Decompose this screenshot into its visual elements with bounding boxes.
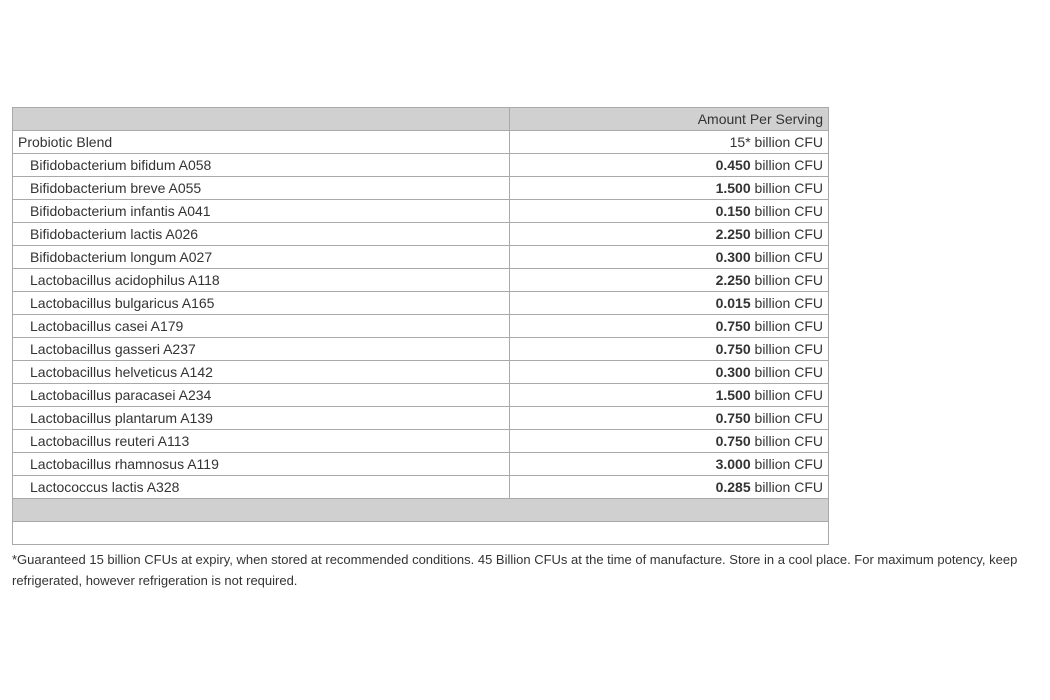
strain-amount-value: 2.250	[715, 272, 751, 288]
strain-row	[13, 384, 829, 407]
strain-row	[13, 315, 829, 338]
strain-row	[13, 453, 829, 476]
strain-amount-value: 0.300	[715, 249, 751, 265]
strain-name: Bifidobacterium breve A055	[13, 177, 510, 200]
header-amount-cell: Amount Per Serving	[510, 108, 829, 131]
strain-amount	[510, 315, 829, 338]
strain-amount-unit: billion CFU	[754, 433, 823, 449]
strain-amount	[510, 223, 829, 246]
strain-amount	[510, 338, 829, 361]
supplement-facts-table	[12, 107, 829, 545]
strain-row	[13, 200, 829, 223]
strain-amount-value: 1.500	[715, 387, 751, 403]
strain-name: Bifidobacterium lactis A026	[13, 223, 510, 246]
strain-amount-unit: billion CFU	[754, 180, 823, 196]
strain-name: Lactobacillus gasseri A237	[13, 338, 510, 361]
strain-amount-unit: billion CFU	[754, 364, 823, 380]
table-footer-blank	[13, 522, 829, 545]
strain-amount	[510, 246, 829, 269]
strain-amount-unit: billion CFU	[754, 203, 823, 219]
strain-amount-unit: billion CFU	[754, 318, 823, 334]
strain-amount-value: 0.750	[715, 433, 751, 449]
strain-amount	[510, 384, 829, 407]
footer-band-cell	[13, 499, 829, 522]
blend-row	[13, 131, 829, 154]
strain-amount-value: 0.750	[715, 341, 751, 357]
strain-amount-value: 0.450	[715, 157, 751, 173]
strain-amount-unit: billion CFU	[754, 226, 823, 242]
strain-amount-unit: billion CFU	[754, 272, 823, 288]
strain-amount	[510, 269, 829, 292]
strain-amount-unit: billion CFU	[754, 456, 823, 472]
strain-amount-value: 0.015	[715, 295, 751, 311]
strain-row	[13, 430, 829, 453]
strain-amount	[510, 200, 829, 223]
strain-row	[13, 407, 829, 430]
strain-amount-unit: billion CFU	[754, 387, 823, 403]
strain-name: Lactobacillus reuteri A113	[13, 430, 510, 453]
strain-amount	[510, 361, 829, 384]
strain-amount-unit: billion CFU	[754, 341, 823, 357]
strain-name: Lactobacillus plantarum A139	[13, 407, 510, 430]
strain-amount	[510, 177, 829, 200]
strain-row	[13, 269, 829, 292]
table-header-row	[13, 108, 829, 131]
blend-name: Probiotic Blend	[13, 131, 510, 154]
strain-amount-value: 3.000	[715, 456, 751, 472]
strain-amount	[510, 292, 829, 315]
strain-name: Bifidobacterium infantis A041	[13, 200, 510, 223]
blend-amount: 15* billion CFU	[510, 131, 829, 154]
strain-amount	[510, 154, 829, 177]
strain-name: Lactobacillus bulgaricus A165	[13, 292, 510, 315]
strain-amount-unit: billion CFU	[754, 249, 823, 265]
strain-amount-value: 0.285	[715, 479, 751, 495]
header-name-cell	[13, 108, 510, 131]
strain-amount	[510, 430, 829, 453]
footer-blank-cell	[13, 522, 829, 545]
strain-row	[13, 292, 829, 315]
strain-row	[13, 361, 829, 384]
strain-amount	[510, 476, 829, 499]
strain-row	[13, 223, 829, 246]
strain-amount	[510, 453, 829, 476]
strain-amount-value: 0.150	[715, 203, 751, 219]
strain-row	[13, 246, 829, 269]
strain-row	[13, 177, 829, 200]
strain-name: Lactobacillus paracasei A234	[13, 384, 510, 407]
strain-name: Lactobacillus acidophilus A118	[13, 269, 510, 292]
strain-amount-unit: billion CFU	[754, 157, 823, 173]
strain-name: Lactobacillus casei A179	[13, 315, 510, 338]
strain-name: Lactococcus lactis A328	[13, 476, 510, 499]
strain-amount	[510, 407, 829, 430]
strain-amount-unit: billion CFU	[754, 295, 823, 311]
strain-row	[13, 476, 829, 499]
strain-row	[13, 154, 829, 177]
strain-amount-unit: billion CFU	[754, 479, 823, 495]
strain-amount-value: 0.300	[715, 364, 751, 380]
strain-amount-value: 0.750	[715, 410, 751, 426]
strain-amount-value: 2.250	[715, 226, 751, 242]
strain-name: Lactobacillus rhamnosus A119	[13, 453, 510, 476]
strain-amount-value: 1.500	[715, 180, 751, 196]
strain-name: Bifidobacterium longum A027	[13, 246, 510, 269]
strain-name: Lactobacillus helveticus A142	[13, 361, 510, 384]
strain-name: Bifidobacterium bifidum A058	[13, 154, 510, 177]
strain-row	[13, 338, 829, 361]
footnote: *Guaranteed 15 billion CFUs at expiry, when stored at recommended conditions. 45 Billion CFUs at the time of manufacture. Store in a cool place. For maximum potency, keep refrigerated, however refrigeration is not required.	[12, 552, 1018, 588]
table-footer-band	[13, 499, 829, 522]
strain-amount-value: 0.750	[715, 318, 751, 334]
strain-amount-unit: billion CFU	[754, 410, 823, 426]
